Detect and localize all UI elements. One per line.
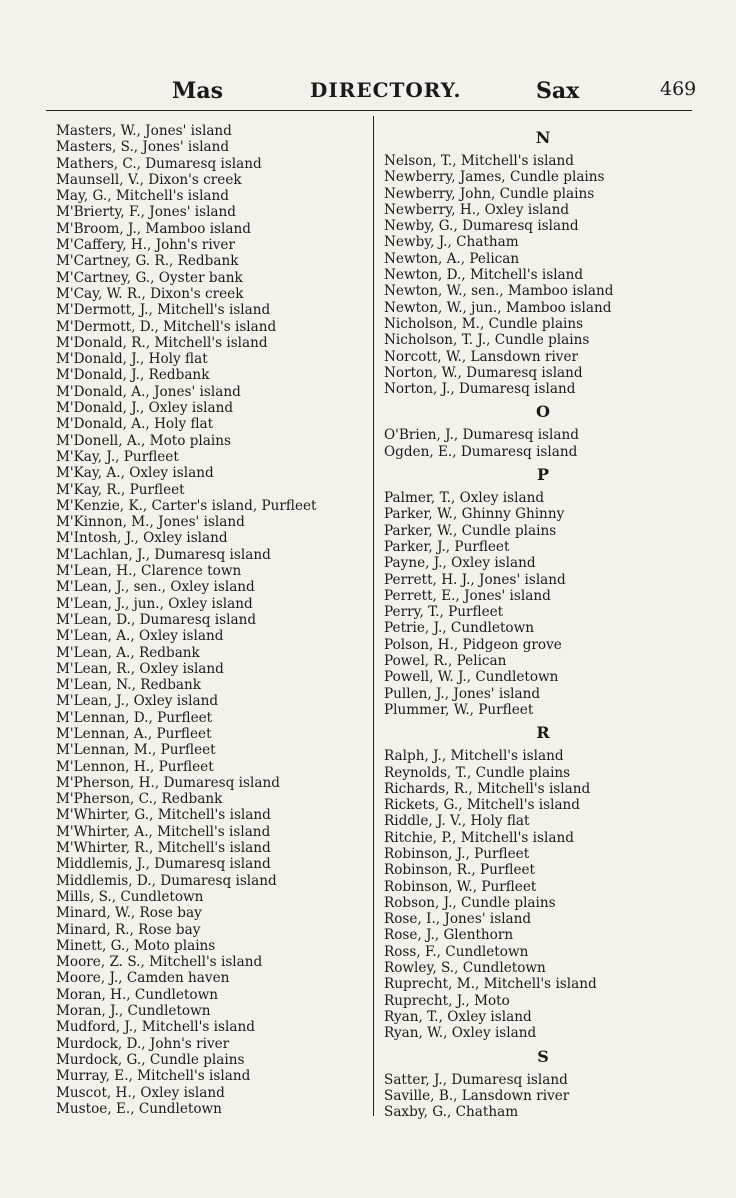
directory-entry: Ritchie, P., Mitchell's island [384, 829, 574, 846]
directory-entry: M'Donald, J., Redbank [56, 367, 210, 384]
directory-entry: M'Whirter, R., Mitchell's island [56, 840, 271, 857]
directory-entry: Polson, H., Pidgeon grove [384, 636, 562, 653]
directory-entry: Parker, J., Purfleet [384, 538, 510, 555]
directory-entry: Ogden, E., Dumaresq island [384, 443, 578, 460]
directory-entry: Powel, R., Pelican [384, 653, 507, 670]
directory-entry: Perry, T., Purfleet [384, 604, 504, 621]
section-letter-n: N [535, 128, 551, 147]
directory-entry: M'Lennan, A., Purfleet [56, 725, 212, 742]
directory-entry: Newberry, James, Cundle plains [384, 169, 605, 186]
directory-entry: M'Pherson, H., Dumaresq island [56, 774, 280, 791]
directory-entry: Newton, W., jun., Mamboo island [384, 299, 612, 316]
header-rule [46, 110, 692, 111]
directory-entry: M'Lennan, M., Purfleet [56, 742, 216, 759]
directory-entry: Perrett, H. J., Jones' island [384, 571, 566, 588]
directory-entry: Nelson, T., Mitchell's island [384, 153, 574, 169]
section-letter-s: S [537, 1046, 549, 1066]
directory-entry: M'Caffery, H., John's river [56, 237, 235, 254]
directory-entry: Parker, W., Ghinny Ghinny [384, 506, 565, 523]
directory-entry: M'Intosh, J., Oxley island [56, 530, 228, 547]
left-column [50, 123, 368, 1117]
directory-entry: Murdock, G., Cundle plains [56, 1051, 245, 1068]
directory-entry: Palmer, T., Oxley island [384, 490, 545, 507]
directory-entry: M'Brierty, F., Jones' island [56, 204, 236, 221]
directory-entry: M'Lean, D., Dumaresq island [56, 611, 257, 628]
directory-entry: M'Whirter, A., Mitchell's island [56, 823, 271, 840]
directory-entry: M'Pherson, C., Redbank [56, 791, 223, 808]
directory-entry: Nicholson, T. J., Cundle plains [384, 332, 590, 349]
directory-entry: May, G., Mitchell's island [56, 188, 229, 205]
directory-entry: M'Lean, H., Clarence town [56, 563, 242, 580]
directory-entry: Ross, F., Cundletown [384, 943, 529, 960]
directory-entry: Richards, R., Mitchell's island [384, 780, 591, 797]
directory-entry: Newberry, H., Oxley island [384, 201, 570, 218]
directory-entry: Robinson, W., Purfleet [384, 878, 537, 895]
directory-entry: Moore, Z. S., Mitchell's island [56, 954, 263, 971]
directory-entry: M'Kay, R., Purfleet [56, 481, 185, 498]
directory-entry: Middlemis, D., Dumaresq island [56, 872, 277, 889]
directory-entry: Saville, B., Lansdown river [384, 1087, 570, 1104]
directory-entry: Maunsell, V., Dixon's creek [56, 171, 242, 188]
directory-entry: Satter, J., Dumaresq island [384, 1071, 568, 1088]
directory-entry: M'Lennan, D., Purfleet [56, 709, 213, 726]
directory-entry: M'Donell, A., Moto plains [56, 432, 231, 449]
directory-entry: Perrett, E., Jones' island [384, 587, 551, 604]
directory-entry: M'Lean, J., sen., Oxley island [56, 579, 255, 596]
directory-entry: M'Lean, R., Oxley island [56, 660, 224, 677]
directory-entry: Norcott, W., Lansdown river [384, 348, 579, 365]
directory-entry: Minett, G., Moto plains [56, 937, 216, 954]
directory-entry: Riddle, J. V., Holy flat [384, 813, 530, 830]
directory-entry: Ruprecht, J., Moto [384, 992, 510, 1009]
directory-entry: M'Cay, W. R., Dixon's creek [56, 285, 244, 302]
section-letter-p: P [536, 465, 550, 485]
directory-entry: Newby, G., Dumaresq island [384, 218, 579, 235]
directory-entry: Newton, D., Mitchell's island [384, 267, 584, 284]
directory-entry: M'Donald, R., Mitchell's island [56, 334, 268, 351]
directory-entry: M'Lachlan, J., Dumaresq island [56, 546, 271, 563]
directory-entry: M'Lean, A., Redbank [56, 644, 200, 661]
directory-entry: Reynolds, T., Cundle plains [384, 764, 571, 781]
directory-entry: M'Dermott, D., Mitchell's island [56, 318, 277, 335]
header-title: DIRECTORY. [310, 78, 462, 102]
directory-entry: M'Lean, J., Oxley island [56, 693, 219, 710]
directory-entry: M'Broom, J., Mamboo island [56, 220, 251, 237]
directory-entry: Masters, W., Jones' island [56, 123, 232, 139]
directory-entry: Newberry, John, Cundle plains [384, 185, 595, 202]
directory-entry: M'Kay, A., Oxley island [56, 465, 214, 482]
page-number: 469 [660, 78, 697, 100]
directory-entry: Middlemis, J., Dumaresq island [56, 856, 271, 873]
directory-entry: Payne, J., Oxley island [384, 555, 536, 572]
directory-entry: M'Donald, A., Jones' island [56, 383, 241, 400]
directory-entry: O'Brien, J., Dumaresq island [384, 427, 579, 444]
directory-entry: M'Kay, J., Purfleet [56, 448, 179, 465]
header-left-guide: Mas [172, 78, 223, 104]
directory-entry: M'Whirter, G., Mitchell's island [56, 807, 271, 824]
directory-entry: M'Dermott, J., Mitchell's island [56, 302, 271, 319]
directory-entry: Rickets, G., Mitchell's island [384, 797, 581, 814]
directory-entry: Rowley, S., Cundletown [384, 960, 546, 977]
directory-entry: Newton, W., sen., Mamboo island [384, 283, 614, 300]
directory-entry: Mustoe, E., Cundletown [56, 1100, 222, 1117]
directory-entry: M'Lean, N., Redbank [56, 677, 201, 694]
directory-entry: Masters, S., Jones' island [56, 139, 230, 156]
directory-entry: Moore, J., Camden haven [56, 970, 230, 987]
directory-entry: Robson, J., Cundle plains [384, 894, 556, 911]
directory-entry: Ruprecht, M., Mitchell's island [384, 976, 597, 993]
directory-entry: Muscot, H., Oxley island [56, 1084, 225, 1101]
directory-entry: Petrie, J., Cundletown [384, 620, 534, 637]
directory-entry: Newby, J., Chatham [384, 234, 519, 251]
directory-entry: Rose, I., Jones' island [384, 911, 532, 928]
directory-entry: Norton, J., Dumaresq island [384, 381, 576, 398]
directory-entry: Plummer, W., Purfleet [384, 701, 534, 718]
directory-entry: Murdock, D., John's river [56, 1035, 230, 1052]
directory-entry: Newton, A., Pelican [384, 250, 520, 267]
right-column [384, 123, 702, 1120]
directory-entry: M'Lean, A., Oxley island [56, 628, 224, 645]
directory-entry: Ryan, W., Oxley island [384, 1025, 537, 1042]
header-right-guide: Sax [536, 78, 580, 104]
directory-entry: Norton, W., Dumaresq island [384, 364, 583, 381]
section-letter-o: O [536, 402, 550, 422]
directory-entry: Ryan, T., Oxley island [384, 1008, 532, 1025]
directory-entry: Saxby, G., Chatham [384, 1104, 519, 1121]
directory-entry: Mills, S., Cundletown [56, 888, 204, 905]
directory-entry: M'Donald, J., Holy flat [56, 351, 208, 368]
page-header [40, 78, 700, 110]
directory-entry: Robinson, J., Purfleet [384, 845, 530, 862]
column-divider [373, 116, 374, 1116]
directory-entry: Robinson, R., Purfleet [384, 862, 535, 879]
directory-entry: M'Cartney, G. R., Redbank [56, 253, 239, 270]
directory-entry: M'Lennon, H., Purfleet [56, 758, 214, 775]
directory-entry: M'Cartney, G., Oyster bank [56, 269, 243, 286]
directory-entry: Moran, H., Cundletown [56, 986, 218, 1003]
section-letter-r: R [536, 723, 550, 743]
directory-entry: M'Donald, J., Oxley island [56, 400, 234, 417]
directory-entry: Nicholson, M., Cundle plains [384, 315, 584, 332]
directory-entry: Mudford, J., Mitchell's island [56, 1019, 255, 1036]
directory-entry: Minard, R., Rose bay [56, 921, 201, 938]
directory-entry: M'Kinnon, M., Jones' island [56, 514, 245, 531]
directory-entry: M'Kenzie, K., Carter's island, Purfleet [56, 497, 317, 514]
directory-entry: Pullen, J., Jones' island [384, 685, 541, 702]
directory-entry: Rose, J., Glenthorn [384, 927, 514, 944]
directory-entry: Mathers, C., Dumaresq island [56, 155, 262, 172]
directory-entry: M'Donald, A., Holy flat [56, 416, 214, 433]
directory-entry: Parker, W., Cundle plains [384, 522, 557, 539]
directory-entry: M'Lean, J., jun., Oxley island [56, 595, 253, 612]
directory-entry: Ralph, J., Mitchell's island [384, 748, 564, 765]
directory-entry: Minard, W., Rose bay [56, 905, 202, 922]
directory-entry: Murray, E., Mitchell's island [56, 1068, 251, 1085]
directory-entry: Moran, J., Cundletown [56, 1003, 211, 1020]
directory-entry: Powell, W. J., Cundletown [384, 669, 559, 686]
